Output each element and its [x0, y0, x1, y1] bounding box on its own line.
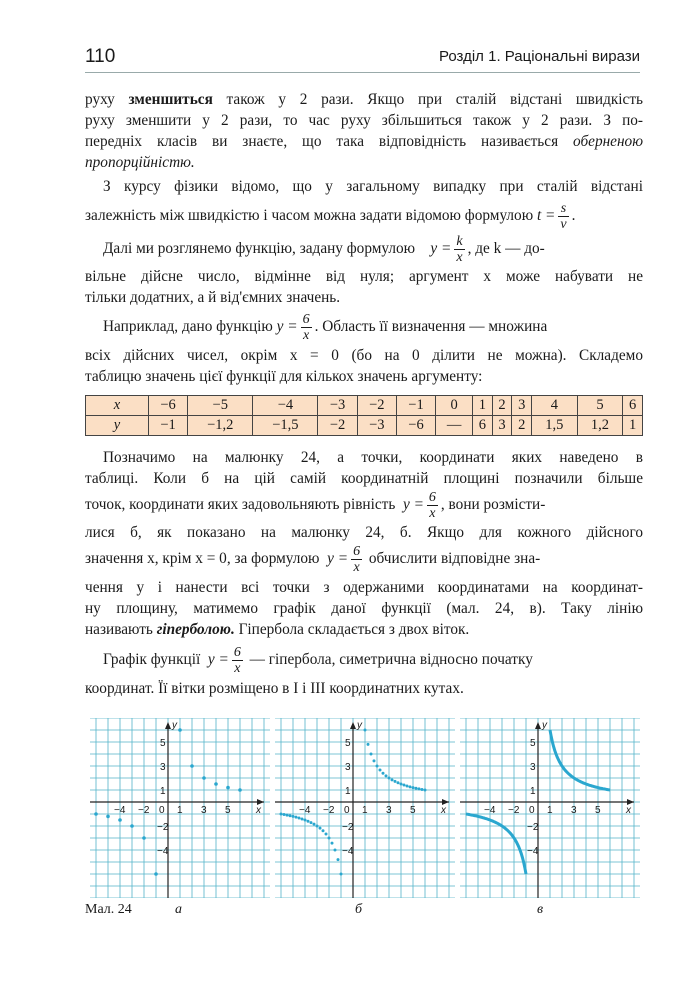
data-point [373, 759, 376, 762]
tick-label: 5 [595, 805, 601, 816]
table-cell: 1,2 [577, 416, 623, 436]
y-axis-label: y [357, 720, 362, 731]
text-line: лися б, як показано на малюнку 24, б. Якщо для кожного дійсного [85, 524, 643, 541]
tick-label: 5 [410, 805, 416, 816]
data-point [334, 849, 337, 852]
data-point [340, 873, 343, 876]
tick-label: −4 [527, 846, 539, 857]
tick-label: −2 [342, 822, 354, 833]
data-point [118, 818, 122, 822]
y-axis-arrow [165, 722, 171, 729]
table-cell: −3 [357, 416, 396, 436]
graph-a [90, 718, 270, 898]
hyperbola-branch-3 [466, 814, 526, 874]
text-line: руху зменшиться також у 2 рази. Якщо при сталій відстані швидкість [85, 91, 643, 108]
graph-c-plot [460, 718, 640, 898]
table-cell: 5 [577, 396, 623, 416]
figure-label-b: б [355, 902, 363, 917]
data-point [283, 813, 286, 816]
table-cell: −1,5 [253, 416, 318, 436]
table-cell: −2 [357, 396, 396, 416]
origin-label: 0 [344, 805, 350, 816]
data-point [388, 777, 391, 780]
y-axis-arrow [535, 722, 541, 729]
data-point [154, 872, 158, 876]
y-axis-label: y [172, 720, 177, 731]
data-point [301, 817, 304, 820]
data-point [307, 820, 310, 823]
data-point [280, 813, 283, 816]
data-point [142, 836, 146, 840]
data-point [412, 786, 415, 789]
tick-label: 1 [530, 786, 536, 797]
text-line: таблиці. Коли б на цій самій координатній площині позначили більше [85, 470, 643, 487]
tick-label: −2 [138, 805, 150, 816]
data-point [316, 825, 319, 828]
text-line: всіх дійсних чисел, окрім x = 0 (бо на 0 ділити не можна). Складемо [85, 347, 643, 364]
data-point [214, 782, 218, 786]
data-point [379, 769, 382, 772]
table-cell: 6 [473, 416, 493, 436]
table-cell: 1,5 [532, 416, 578, 436]
tick-label: −4 [342, 846, 354, 857]
tick-label: 3 [530, 762, 536, 773]
data-point [400, 783, 403, 786]
tick-label: −4 [299, 805, 311, 816]
tick-label: 3 [201, 805, 207, 816]
table-cell: 4 [532, 396, 578, 416]
data-point [322, 829, 325, 832]
page-header [85, 44, 640, 74]
data-point [94, 812, 98, 816]
table-cell: −4 [253, 396, 318, 416]
text-line: вільне дійсне число, відмінне від нуля; аргумент x може набувати не [85, 268, 643, 285]
data-point [370, 753, 373, 756]
tick-label: −4 [114, 805, 126, 816]
data-point [403, 784, 406, 787]
values-table [85, 395, 643, 436]
table-header-x: x [86, 396, 149, 416]
data-point [415, 787, 418, 790]
text-line: Наприклад, дано функцію y = $\frac{6}{x}$ . Область її визначення — множина [103, 311, 548, 343]
table-cell: −6 [149, 396, 188, 416]
table-cell: 2 [512, 416, 532, 436]
fraction-s-v: $\frac{s}{v}$ [560, 200, 567, 232]
text-line: чення y і нанести всі точки з одержаними координатами на координат- [85, 579, 643, 596]
table-cell: 0 [436, 396, 473, 416]
data-point [418, 787, 421, 790]
graph-a-plot [90, 718, 270, 898]
text-line: пропорційністю. [85, 154, 195, 171]
table-header-y: y [86, 416, 149, 436]
data-point [331, 842, 334, 845]
fraction-6-x: $\frac{6}{x}$ [233, 644, 241, 676]
tick-label: 5 [530, 738, 536, 749]
text-line: точок, координати яких задовольняють рівність y = $\frac{6}{x}$ , вони розмісти- [85, 489, 546, 521]
graph-b-plot [275, 718, 455, 898]
data-point [421, 788, 424, 791]
text-line: значення x, крім x = 0, за формулою y = $\frac{6}{x}$ обчислити відповідне зна- [85, 543, 541, 575]
origin-label: 0 [529, 805, 535, 816]
data-point [190, 764, 194, 768]
tick-label: −2 [527, 822, 539, 833]
table-cell: −1 [149, 416, 188, 436]
tick-label: 1 [160, 786, 166, 797]
text-line: З курсу фізики відомо, що у загальному випадку при сталій відстані [103, 178, 643, 195]
table-cell: — [436, 416, 473, 436]
data-point [376, 765, 379, 768]
tick-label: 5 [345, 738, 351, 749]
text-line: координат. Її вітки розміщено в I і III координатних кутах. [85, 680, 464, 697]
x-axis-label: x [256, 805, 261, 816]
table-cell: 3 [492, 416, 512, 436]
data-point [328, 837, 331, 840]
tick-label: 3 [160, 762, 166, 773]
table-cell: 2 [492, 396, 512, 416]
tick-label: −2 [157, 822, 169, 833]
data-point [304, 819, 307, 822]
data-point [409, 785, 412, 788]
graph-b [275, 718, 455, 898]
text-line: називають гіперболою. Гіпербола складається з двох віток. [85, 621, 470, 638]
data-point [391, 778, 394, 781]
table-cell: 6 [623, 396, 643, 416]
tick-label: 3 [345, 762, 351, 773]
data-point [130, 824, 134, 828]
tick-label: 1 [547, 805, 553, 816]
table-cell: 1 [473, 396, 493, 416]
data-point [406, 785, 409, 788]
table-cell: −1 [396, 396, 435, 416]
y-axis-label: y [542, 720, 547, 731]
x-axis-label: x [626, 805, 631, 816]
tick-label: 3 [386, 805, 392, 816]
data-point [424, 789, 427, 792]
tick-label: −4 [157, 846, 169, 857]
data-point [178, 728, 182, 732]
tick-label: −2 [508, 805, 520, 816]
data-point [295, 816, 298, 819]
data-point [238, 788, 242, 792]
tick-label: 5 [225, 805, 231, 816]
table-cell: −6 [396, 416, 435, 436]
header-divider [85, 72, 640, 73]
table-cell: −5 [188, 396, 253, 416]
origin-label: 0 [159, 805, 165, 816]
table-cell: 1 [623, 416, 643, 436]
text-line: ну площину, матимемо графік даної функції (мал. 24, в). Таку лінію [85, 600, 643, 617]
y-axis-arrow [350, 722, 356, 729]
text-line: Позначимо на малюнку 24, а точки, координати яких наведено в [103, 449, 643, 466]
data-point [385, 774, 388, 777]
fraction-6-x: $\frac{6}{x}$ [428, 489, 436, 521]
chapter-title: Розділ 1. Раціональні вирази [439, 48, 640, 65]
table-cell: 3 [512, 396, 532, 416]
tick-label: −2 [323, 805, 335, 816]
graph-c [460, 718, 640, 898]
tick-label: 3 [571, 805, 577, 816]
table-row-x [86, 396, 643, 416]
data-point [319, 827, 322, 830]
fraction-k-x: $\frac{k}{x}$ [456, 233, 463, 265]
fraction-6-x: $\frac{6}{x}$ [302, 311, 310, 343]
hyperbola-branch-1 [550, 730, 610, 790]
data-point [394, 780, 397, 783]
tick-label: 1 [362, 805, 368, 816]
table-cell: −2 [318, 416, 357, 436]
tick-label: 1 [345, 786, 351, 797]
text-line: залежність між швидкістю і часом можна задати відомою формулою t = $\frac{s}{v}$ . [85, 200, 576, 232]
data-point [202, 776, 206, 780]
table-cell: −3 [318, 396, 357, 416]
data-point [313, 823, 316, 826]
table-cell: −1,2 [188, 416, 253, 436]
figure-caption: Мал. 24 [85, 902, 132, 917]
text-line: передніх класів ви знаєте, що така відповідність називається оберненою [85, 133, 643, 150]
data-point [289, 814, 292, 817]
data-point [106, 815, 110, 819]
data-point [310, 821, 313, 824]
data-point [298, 817, 301, 820]
data-point [286, 814, 289, 817]
figure-label-c: в [537, 902, 544, 917]
data-point [292, 815, 295, 818]
page-number: 110 [85, 46, 116, 67]
tick-label: 5 [160, 738, 166, 749]
data-point [367, 743, 370, 746]
data-point [337, 858, 340, 861]
data-point [382, 772, 385, 775]
x-axis-label: x [441, 805, 446, 816]
text-line: таблицю значень цієї функції для кількох значень аргументу: [85, 368, 483, 385]
text-line: тільки додатних, а й від'ємних значень. [85, 289, 341, 306]
fraction-6-x: $\frac{6}{x}$ [353, 543, 361, 575]
tick-label: 1 [177, 805, 183, 816]
data-point [397, 781, 400, 784]
text-line: руху зменшити у 2 рази, то час руху збільшиться також у 2 рази. З по- [85, 112, 643, 129]
tick-label: −4 [484, 805, 496, 816]
data-point [364, 729, 367, 732]
figure-label-a: а [175, 902, 182, 917]
table-row-y [86, 416, 643, 436]
data-point [226, 786, 230, 790]
text-line: Далі ми розглянемо функцію, задану формулою y = $\frac{k}{x}$ , де k — до- [103, 233, 545, 265]
text-line: Графік функції y = $\frac{6}{x}$ — гіпербола, симетрична відносно початку [103, 644, 533, 676]
data-point [325, 833, 328, 836]
